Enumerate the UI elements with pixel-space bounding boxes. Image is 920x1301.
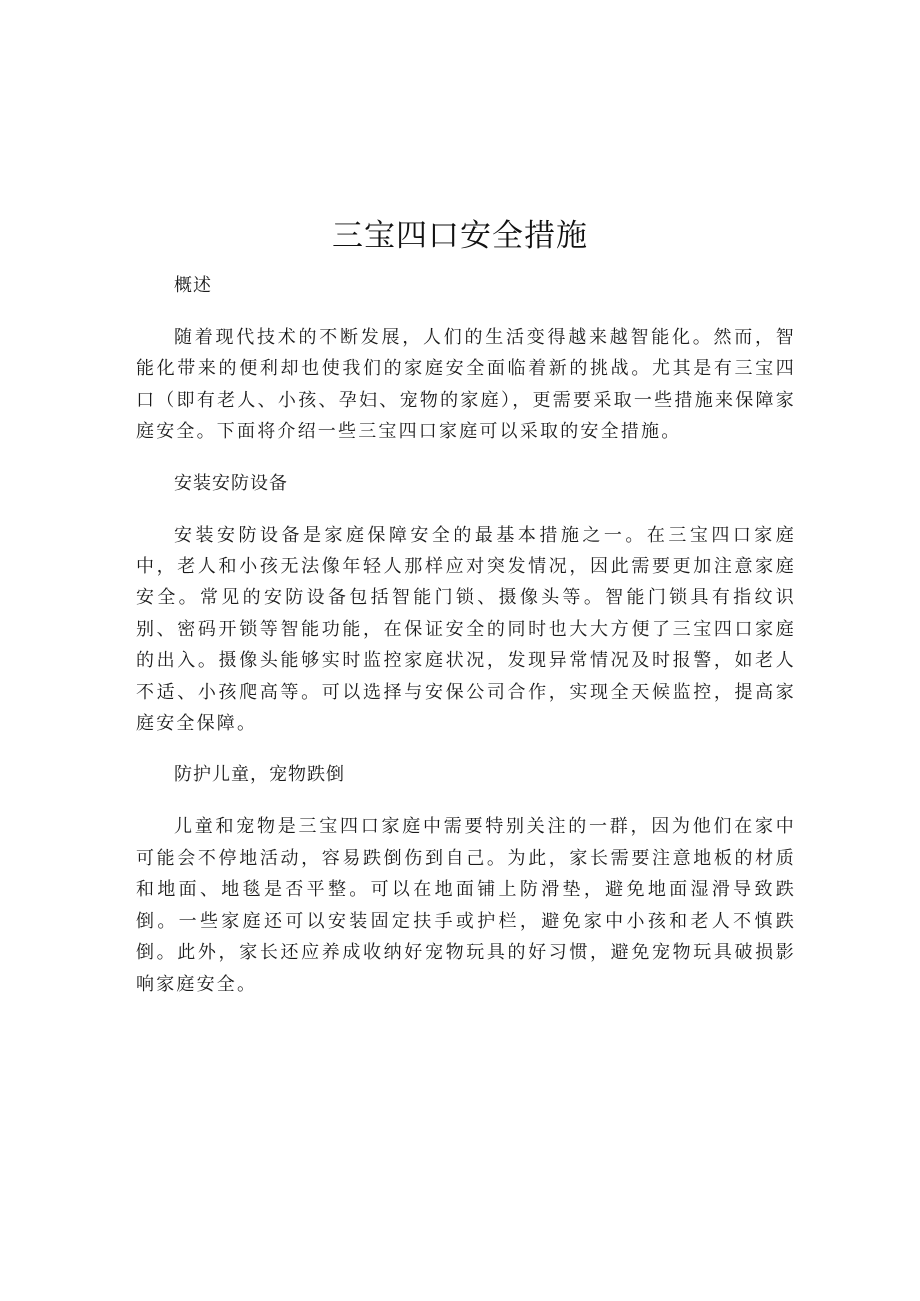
- section-heading-fall-protection: 防护儿童，宠物跌倒: [174, 764, 345, 786]
- section-paragraph-security-devices: 安装安防设备是家庭保障安全的最基本措施之一。在三宝四口家庭中，老人和小孩无法像年轻人那样应对突发情况，因此需要更加注意家庭安全。常见的安防设备包括智能门锁、摄像头等。智能门锁具有指纹识别、密码开锁等智能功能，在保证安全的同时也大大方便了三宝四口家庭的出入。摄像头能够实时监控家庭状况，发现异常情况及时报警，如老人不适、小孩爬高等。可以选择与安保公司合作，实现全天候监控，提高家庭安全保障。: [136, 524, 796, 735]
- document-title: 三宝四口安全措施: [332, 218, 588, 254]
- section-heading-overview: 概述: [174, 275, 212, 296]
- section-paragraph-fall-protection: 儿童和宠物是三宝四口家庭中需要特别关注的一群，因为他们在家中可能会不停地活动，容易跌倒伤到自己。为此，家长需要注意地板的材质和地面、地毯是否平整。可以在地面铺上防滑垫，避免地面湿滑导致跌倒。一些家庭还可以安装固定扶手或护栏，避免家中小孩和老人不慎跌倒。此外，家长还应养成收纳好宠物玩具的好习惯，避免宠物玩具破损影响家庭安全。: [136, 816, 796, 995]
- document-body: [136, 264, 796, 1000]
- section-paragraph-overview: 随着现代技术的不断发展，人们的生活变得越来越智能化。然而，智能化带来的便利却也使我们的家庭安全面临着新的挑战。尤其是有三宝四口（即有老人、小孩、孕妇、宠物的家庭），更需要采取一些措施来保障家庭安全。下面将介绍一些三宝四口家庭可以采取的安全措施。: [136, 327, 796, 443]
- section-heading-security-devices: 安装安防设备: [174, 472, 288, 494]
